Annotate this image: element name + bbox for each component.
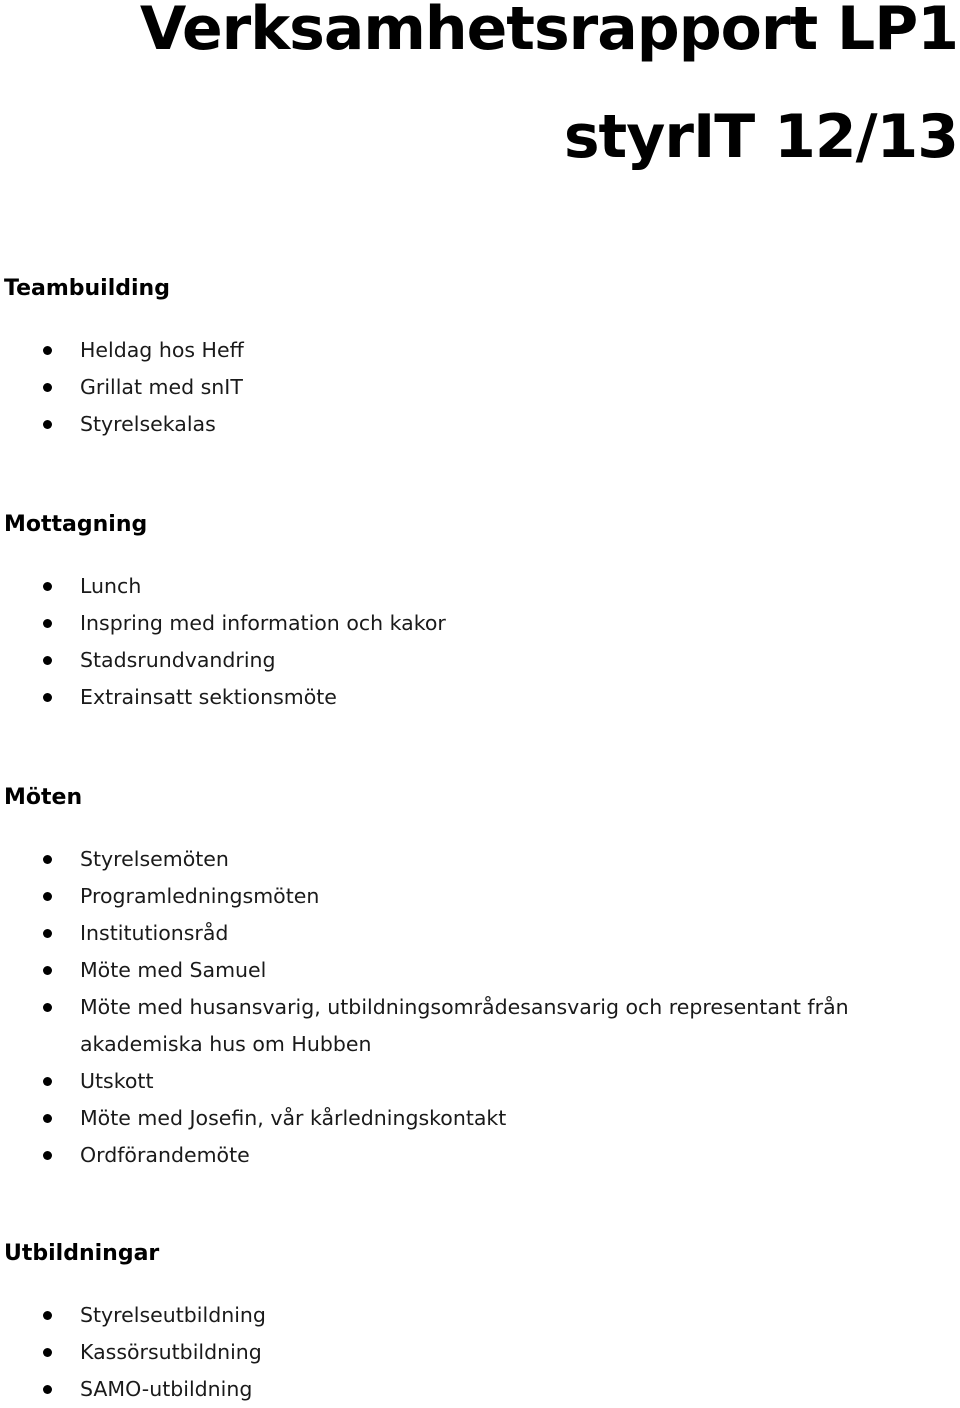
list-item-text: Möte med Josefin, vår kårledningskontakt xyxy=(80,1106,507,1130)
list-item-text: Inspring med information och kakor xyxy=(80,611,446,635)
list-item xyxy=(0,1137,870,1174)
bullet-icon xyxy=(43,1003,52,1012)
list-item xyxy=(0,369,870,406)
document-title-line-1: Verksamhetsrapport LP1 xyxy=(139,0,958,64)
list-item-text: Kassörsutbildning xyxy=(80,1340,262,1364)
list-item xyxy=(0,915,870,952)
list-item xyxy=(0,1371,870,1408)
bullet-icon xyxy=(43,383,52,392)
list-item xyxy=(0,952,870,989)
bullet-icon xyxy=(43,420,52,429)
list-item-text: Styrelseutbildning xyxy=(80,1303,266,1327)
list-item-text: Grillat med snIT xyxy=(80,375,243,399)
section-heading: Utbildningar xyxy=(4,1241,160,1266)
list-item xyxy=(0,841,870,878)
list-item xyxy=(0,1297,870,1334)
bullet-icon xyxy=(43,1348,52,1357)
list-item-text: Styrelsekalas xyxy=(80,412,216,436)
list-item xyxy=(0,1063,870,1100)
list-item-text: Extrainsatt sektionsmöte xyxy=(80,685,337,709)
bullet-icon xyxy=(43,693,52,702)
bullet-icon xyxy=(43,582,52,591)
bullet-icon xyxy=(43,1077,52,1086)
list-item-text: Heldag hos Heff xyxy=(80,338,244,362)
bullet-icon xyxy=(43,346,52,355)
section-heading: Teambuilding xyxy=(4,276,170,301)
bullet-icon xyxy=(43,892,52,901)
list-item xyxy=(0,679,870,716)
list-item-text: SAMO-utbildning xyxy=(80,1377,253,1401)
bullet-icon xyxy=(43,656,52,665)
bullet-icon xyxy=(43,966,52,975)
bullet-list xyxy=(0,568,960,716)
section-utbildningar xyxy=(0,1241,960,1408)
list-item-text: Styrelsemöten xyxy=(80,847,229,871)
list-item xyxy=(0,568,870,605)
list-item xyxy=(0,1100,870,1137)
list-item xyxy=(0,642,870,679)
list-item-text: Möte med husansvarig, utbildningsområdesansvarig och representant från akademiska hus om Hubben xyxy=(80,995,849,1056)
list-item-text: Stadsrundvandring xyxy=(80,648,276,672)
section-moten xyxy=(0,785,960,1174)
section-mottagning xyxy=(0,512,960,716)
bullet-icon xyxy=(43,1114,52,1123)
bullet-list xyxy=(0,1297,960,1408)
list-item xyxy=(0,406,870,443)
list-item-text: Utskott xyxy=(80,1069,154,1093)
bullet-icon xyxy=(43,929,52,938)
list-item xyxy=(0,878,870,915)
list-item-text: Programledningsmöten xyxy=(80,884,320,908)
list-item xyxy=(0,605,870,642)
list-item-text: Möte med Samuel xyxy=(80,958,267,982)
section-teambuilding xyxy=(0,276,960,443)
list-item-text: Ordförandemöte xyxy=(80,1143,250,1167)
bullet-list xyxy=(0,332,960,443)
list-item-text: Lunch xyxy=(80,574,142,598)
bullet-icon xyxy=(43,1385,52,1394)
list-item xyxy=(0,1334,870,1371)
section-heading: Mottagning xyxy=(4,512,148,537)
bullet-icon xyxy=(43,1311,52,1320)
section-heading: Möten xyxy=(4,785,83,810)
document-title-line-2: styrIT 12/13 xyxy=(563,102,958,172)
bullet-list xyxy=(0,841,960,1174)
list-item xyxy=(0,332,870,369)
list-item-text: Institutionsråd xyxy=(80,921,229,945)
bullet-icon xyxy=(43,855,52,864)
bullet-icon xyxy=(43,619,52,628)
bullet-icon xyxy=(43,1151,52,1160)
list-item xyxy=(0,989,870,1063)
